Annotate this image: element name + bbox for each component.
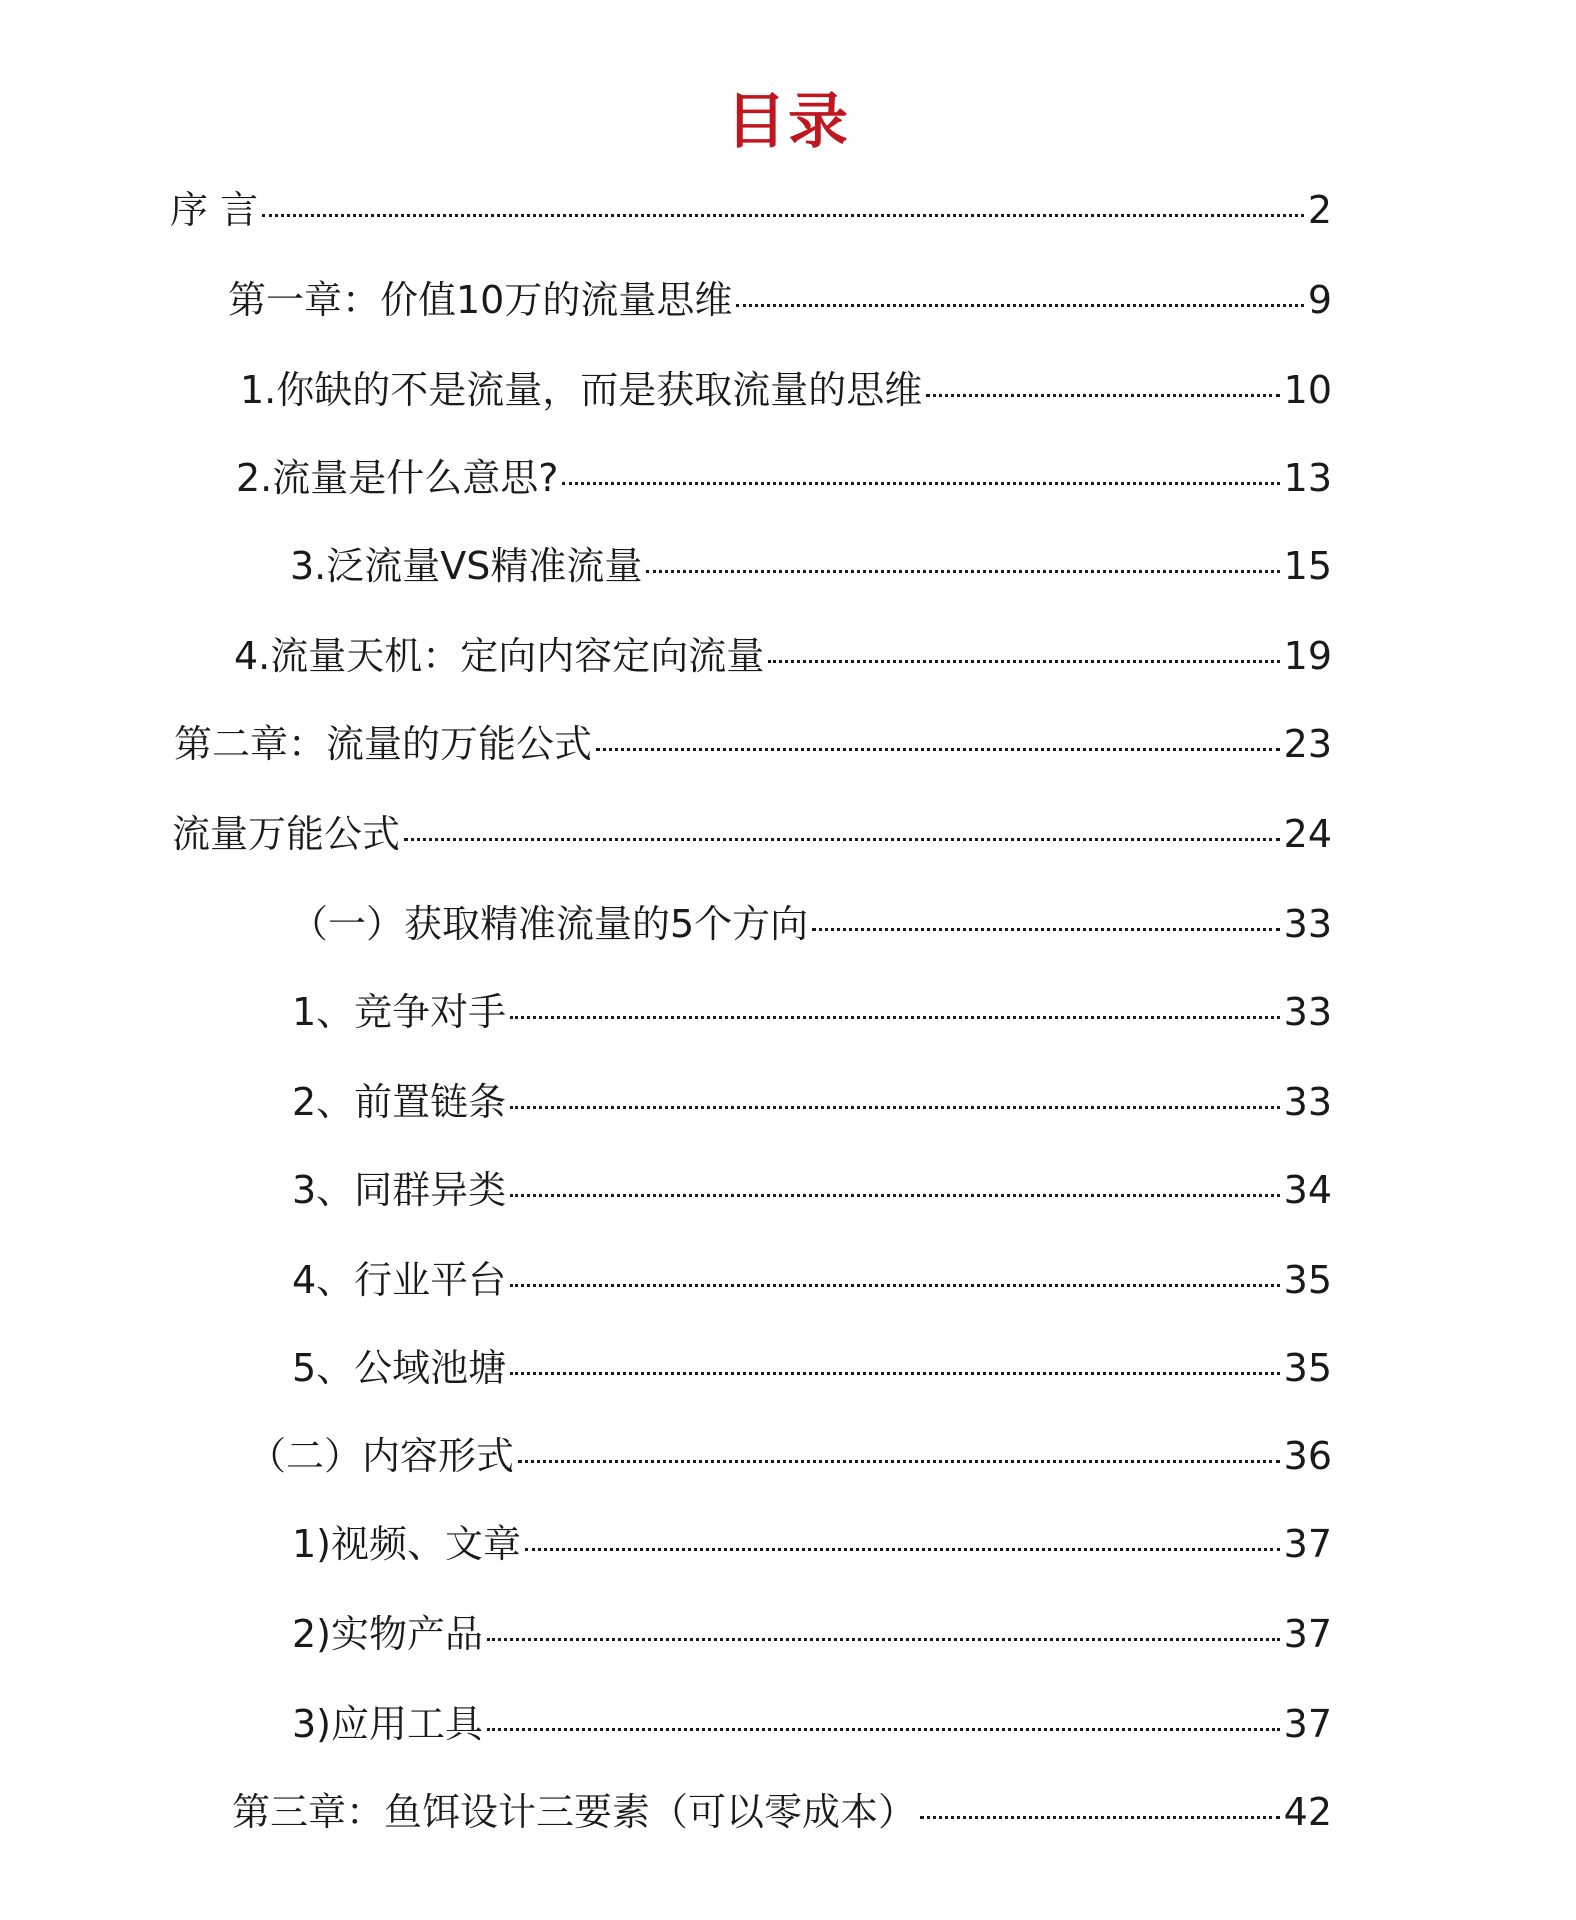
toc-entry-1-1[interactable]: [240, 362, 1332, 418]
toc-entry-page: 35: [1283, 1346, 1332, 1390]
dot-leader: [646, 570, 1279, 573]
toc-entry-page: 9: [1307, 278, 1332, 322]
dot-leader: [518, 1460, 1280, 1463]
toc-entry-1-2[interactable]: [236, 450, 1332, 506]
toc-entry-2-formula[interactable]: [172, 806, 1332, 862]
toc-entry-label: 1)视频、文章: [292, 1522, 522, 1566]
toc-entry-label: 第二章：流量的万能公式: [174, 722, 593, 766]
toc-entry-page: 37: [1283, 1702, 1332, 1746]
toc-entry-label: （一）获取精准流量的5个方向: [290, 902, 809, 946]
toc-entry-chapter-2[interactable]: [174, 716, 1332, 772]
page-title: 目录: [726, 87, 850, 157]
dot-leader: [510, 1106, 1279, 1109]
toc-entry-2-part-1[interactable]: [290, 896, 1332, 952]
toc-entry-page: 33: [1283, 902, 1332, 946]
toc-entry-label: 4.流量天机：定向内容定向流量: [234, 634, 765, 678]
toc-entry-2-2-2[interactable]: [292, 1606, 1332, 1662]
toc-entry-page: 23: [1283, 722, 1332, 766]
dot-leader: [510, 1372, 1279, 1375]
toc-entry-label: 1.你缺的不是流量，而是获取流量的思维: [240, 368, 923, 412]
toc-entry-2-1-2[interactable]: [292, 1074, 1332, 1130]
toc-entry-page: 35: [1283, 1258, 1332, 1302]
toc-entry-page: 37: [1283, 1612, 1332, 1656]
toc-entry-page: 34: [1283, 1168, 1332, 1212]
toc-entry-page: 37: [1283, 1522, 1332, 1566]
toc-entry-2-2-3[interactable]: [292, 1696, 1332, 1752]
dot-leader: [487, 1638, 1280, 1641]
toc-entry-2-part-2[interactable]: [248, 1428, 1332, 1484]
toc-entry-page: 24: [1283, 812, 1332, 856]
toc-entry-label: （二）内容形式: [248, 1434, 515, 1478]
dot-leader: [404, 838, 1280, 841]
toc-entry-label: 第三章：鱼饵设计三要素（可以零成本）: [232, 1790, 917, 1834]
toc-entry-2-1-4[interactable]: [292, 1252, 1332, 1308]
toc-entry-page: 10: [1283, 368, 1332, 412]
toc-entry-1-3[interactable]: [290, 538, 1332, 594]
dot-leader: [768, 660, 1279, 663]
dot-leader: [812, 928, 1279, 931]
toc-entry-2-1-5[interactable]: [292, 1340, 1332, 1396]
toc-entry-2-1-1[interactable]: [292, 984, 1332, 1040]
toc-entry-label: 流量万能公式: [172, 812, 401, 856]
dot-leader: [510, 1016, 1279, 1019]
toc-entry-2-2-1[interactable]: [292, 1516, 1332, 1572]
dot-leader: [596, 748, 1280, 751]
toc-entry-page: 19: [1283, 634, 1332, 678]
toc-entry-label: 2)实物产品: [292, 1612, 484, 1656]
toc-entry-page: 33: [1283, 1080, 1332, 1124]
toc-entry-label: 2、前置链条: [292, 1080, 507, 1124]
toc-entry-page: 13: [1283, 456, 1332, 500]
toc-entry-label: 1、竞争对手: [292, 990, 507, 1034]
dot-leader: [510, 1194, 1279, 1197]
toc-entry-label: 3.泛流量VS精准流量: [290, 544, 643, 588]
toc-entry-label: 4、行业平台: [292, 1258, 507, 1302]
toc-entry-preface[interactable]: [170, 182, 1332, 238]
toc-entry-label: 5、公域池塘: [292, 1346, 507, 1390]
toc-entry-page: 36: [1283, 1434, 1332, 1478]
toc-entry-label: 3、同群异类: [292, 1168, 507, 1212]
dot-leader: [926, 394, 1279, 397]
dot-leader: [525, 1548, 1280, 1551]
toc-entry-2-1-3[interactable]: [292, 1162, 1332, 1218]
dot-leader: [920, 1816, 1280, 1819]
toc-entry-chapter-1[interactable]: [228, 272, 1332, 328]
dot-leader: [487, 1728, 1280, 1731]
dot-leader: [562, 482, 1279, 485]
dot-leader: [510, 1284, 1279, 1287]
toc-entry-page: 2: [1307, 188, 1332, 232]
toc-entry-label: 序 言: [170, 188, 259, 232]
dot-leader: [262, 214, 1304, 217]
toc-entry-label: 2.流量是什么意思?: [236, 456, 559, 500]
toc-entry-label: 第一章：价值10万的流量思维: [228, 278, 733, 322]
dot-leader: [736, 304, 1303, 307]
toc-entry-page: 42: [1283, 1790, 1332, 1834]
toc-entry-label: 3)应用工具: [292, 1702, 484, 1746]
toc-entry-1-4[interactable]: [234, 628, 1332, 684]
toc-entry-chapter-3[interactable]: [232, 1784, 1332, 1840]
toc-entry-page: 15: [1283, 544, 1332, 588]
toc-entry-page: 33: [1283, 990, 1332, 1034]
